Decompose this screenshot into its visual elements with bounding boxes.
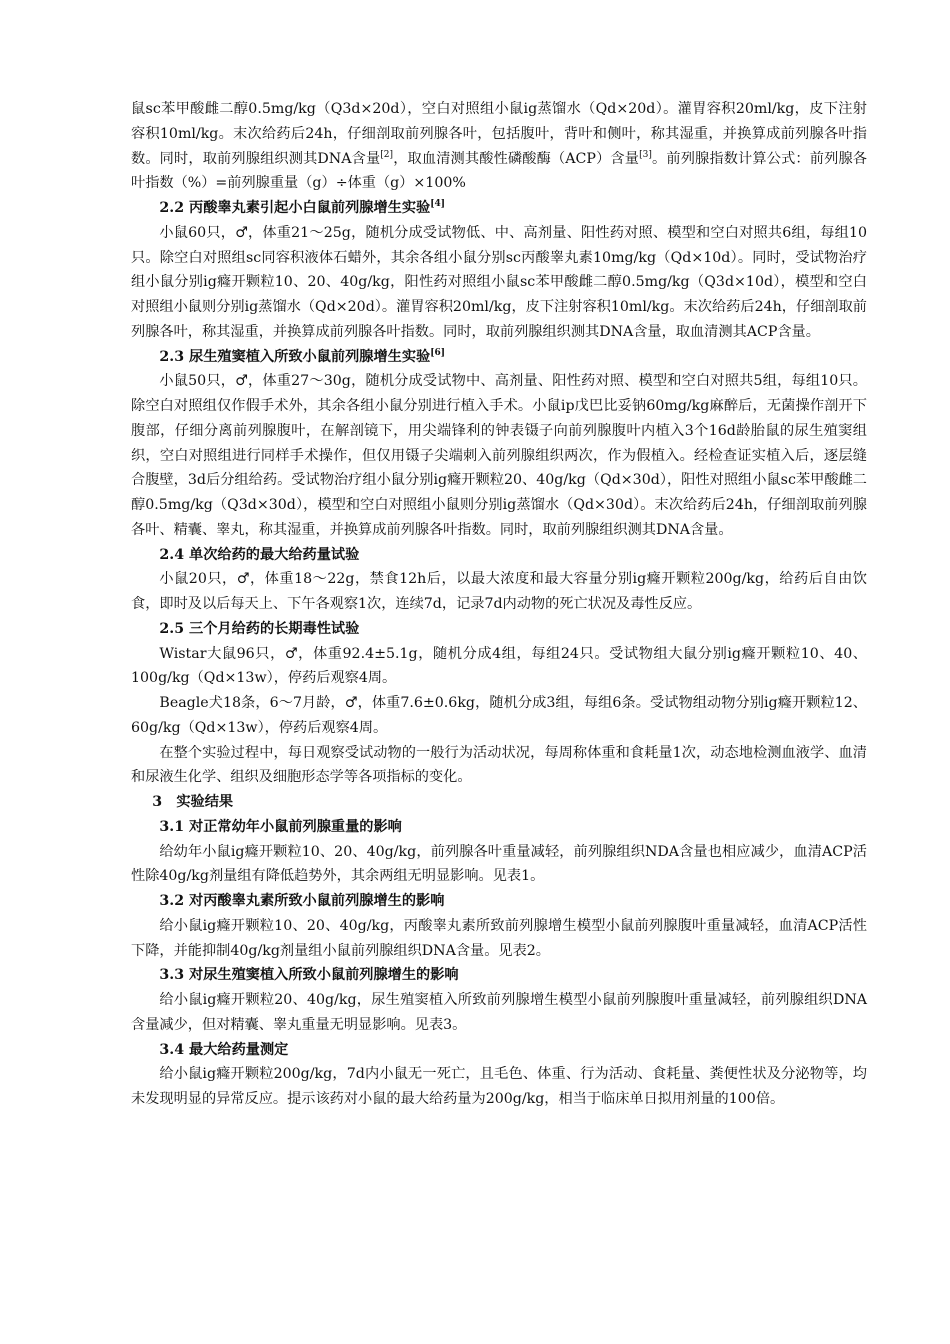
body-text — [131, 97, 867, 1112]
paragraph-2-5-dogs: Beagle犬18条，6～7月龄，♂，体重7.6±0.6kg，随机分成3组，每组6条。受试物组动物分别ig癃开颗粒12、60g/kg（Qd×13w），停药后观察4周。 — [131, 695, 867, 736]
citation-ref: [6] — [430, 347, 445, 358]
heading-3-2: 3.2 对丙酸睾丸素所致小鼠前列腺增生的影响 — [159, 893, 445, 909]
paragraph-2-3: 小鼠50只，♂，体重27～30g，随机分成受试物中、高剂量、阳性药对照、模型和空白对照共5组，每组10只。除空白对照组仅作假手术外，其余各组小鼠分别进行植入手术。小鼠ip戊巴比妥钠60mg/kg麻醉后，无菌操作剖开下腹部，仔细分离前列腺腹叶，在解剖镜下，用尖端锋利的钟表镊子向前列腺腹叶内植入3个16d龄胎鼠的尿生殖窦组织，空白对照组进行同样手术操作，但仅用镊子尖端刺入前列腺组织两次，作为假植入。经检查证实植入后，逐层缝合腹壁，3d后分组给药。受试物治疗组小鼠分别ig癃开颗粒20、40g/kg（Qd×30d），阳性对照组小鼠sc苯甲酸雌二醇0.5mg/kg（Q3d×30d），模型和空白对照组小鼠则分别ig蒸馏水（Qd×30d）。末次给药后24h，仔细剖取前列腺各叶、精囊、睾丸，称其湿重，并换算成前列腺各叶指数。同时，取前列腺组织测其DNA含量。 — [131, 373, 867, 538]
paragraph-3-2: 给小鼠ig癃开颗粒10、20、40g/kg，丙酸睾丸素所致前列腺增生模型小鼠前列腺腹叶重量减轻，血清ACP活性下降，并能抑制40g/kg剂量组小鼠前列腺组织DNA含量。见表2。 — [131, 917, 867, 959]
paragraph-2-5-observation: 在整个实验过程中，每日观察受试动物的一般行为活动状况，每周称体重和食耗量1次，动态地检测血液学、血清和尿液生化学、组织及细胞形态学等各项指标的变化。 — [131, 744, 867, 786]
paragraph-2-5-rats: Wistar大鼠96只，♂，体重92.4±5.1g，随机分成4组，每组24只。受试物组大鼠分别ig癃开颗粒10、40、100g/kg（Qd×13w），停药后观察4周。 — [131, 645, 867, 687]
heading-2-4: 2.4 单次给药的最大给药量试验 — [159, 546, 360, 563]
paragraph-3-4: 给小鼠ig癃开颗粒200g/kg，7d内小鼠无一死亡，且毛色、体重、行为活动、食耗量、粪便性状及分泌物等，均未发现明显的异常反应。提示该药对小鼠的最大给药量为200g/kg，相当于临床单日拟用剂量的100倍。 — [131, 1066, 867, 1107]
citation-ref: [3] — [639, 149, 652, 160]
section-3-heading: 3 实验结果 — [152, 794, 234, 810]
paragraph-methods-2-1-end: 鼠sc苯甲酸雌二醇0.5mg/kg（Q3d×20d），空白对照组小鼠ig蒸馏水（Qd×20d）。灌胃容积20ml/kg，皮下注射容积10ml/kg。末次给药后24h，仔细剖取前列腺各叶，包括腹叶，背叶和侧叶，称其湿重，并换算成前列腺各叶指数。同时，取前列腺组织测其DNA含量[2]，取血清测其酸性磷酸酶（ACP）含量[3]。前列腺指数计算公式：前列腺各叶指数（%）=前列腺重量（g）÷体重（g）×100% — [131, 101, 867, 192]
heading-3-3: 3.3 对尿生殖窦植入所致小鼠前列腺增生的影响 — [159, 967, 459, 984]
paragraph-3-1: 给幼年小鼠ig癃开颗粒10、20、40g/kg，前列腺各叶重量减轻，前列腺组织NDA含量也相应减少，血清ACP活性除40g/kg剂量组有降低趋势外，其余两组无明显影响。见表1。 — [131, 843, 867, 885]
paragraph-2-4: 小鼠20只，♂，体重18～22g，禁食12h后，以最大浓度和最大容量分别ig癃开颗粒200g/kg，给药后自由饮食，即时及以后每天上、下午各观察1次，连续7d，记录7d内动物的死亡状况及毒性反应。 — [131, 571, 867, 612]
heading-2-3: 2.3 尿生殖窦植入所致小鼠前列腺增生实验[6] — [159, 347, 445, 365]
citation-ref: [4] — [430, 199, 445, 209]
heading-3-4: 3.4 最大给药量测定 — [159, 1041, 289, 1058]
citation-ref: [2] — [380, 149, 394, 160]
heading-2-2: 2.2 丙酸睾丸素引起小白鼠前列腺增生实验[4] — [159, 199, 445, 216]
heading-3-1: 3.1 对正常幼年小鼠前列腺重量的影响 — [159, 818, 402, 835]
paragraph-3-3: 给小鼠ig癃开颗粒20、40g/kg，尿生殖窦植入所致前列腺增生模型小鼠前列腺腹叶重量减轻，前列腺组织DNA含量减少，但对精囊、睾丸重量无明显影响。见表3。 — [131, 992, 867, 1033]
paragraph-2-2: 小鼠60只，♂，体重21～25g，随机分成受试物低、中、高剂量、阳性药对照、模型和空白对照共6组，每组10只。除空白对照组sc同容积液体石蜡外，其余各组小鼠分别sc丙酸睾丸素10mg/kg（Qd×10d）。同时，受试物治疗组小鼠分别ig癃开颗粒10、20、40g/kg，阳性药对照组小鼠sc苯甲酸雌二醇0.5mg/kg（Q3d×10d），模型和空白对照组小鼠则分别ig蒸馏水（Qd×20d）。灌胃容积20ml/kg，皮下注射容积10ml/kg。末次给药后24h，仔细剖取前列腺各叶，称其湿重，并换算成前列腺各叶指数。同时，取前列腺组织测其DNA含量，取血清测其ACP含量。 — [131, 224, 867, 340]
heading-2-5: 2.5 三个月给药的长期毒性试验 — [159, 620, 360, 637]
